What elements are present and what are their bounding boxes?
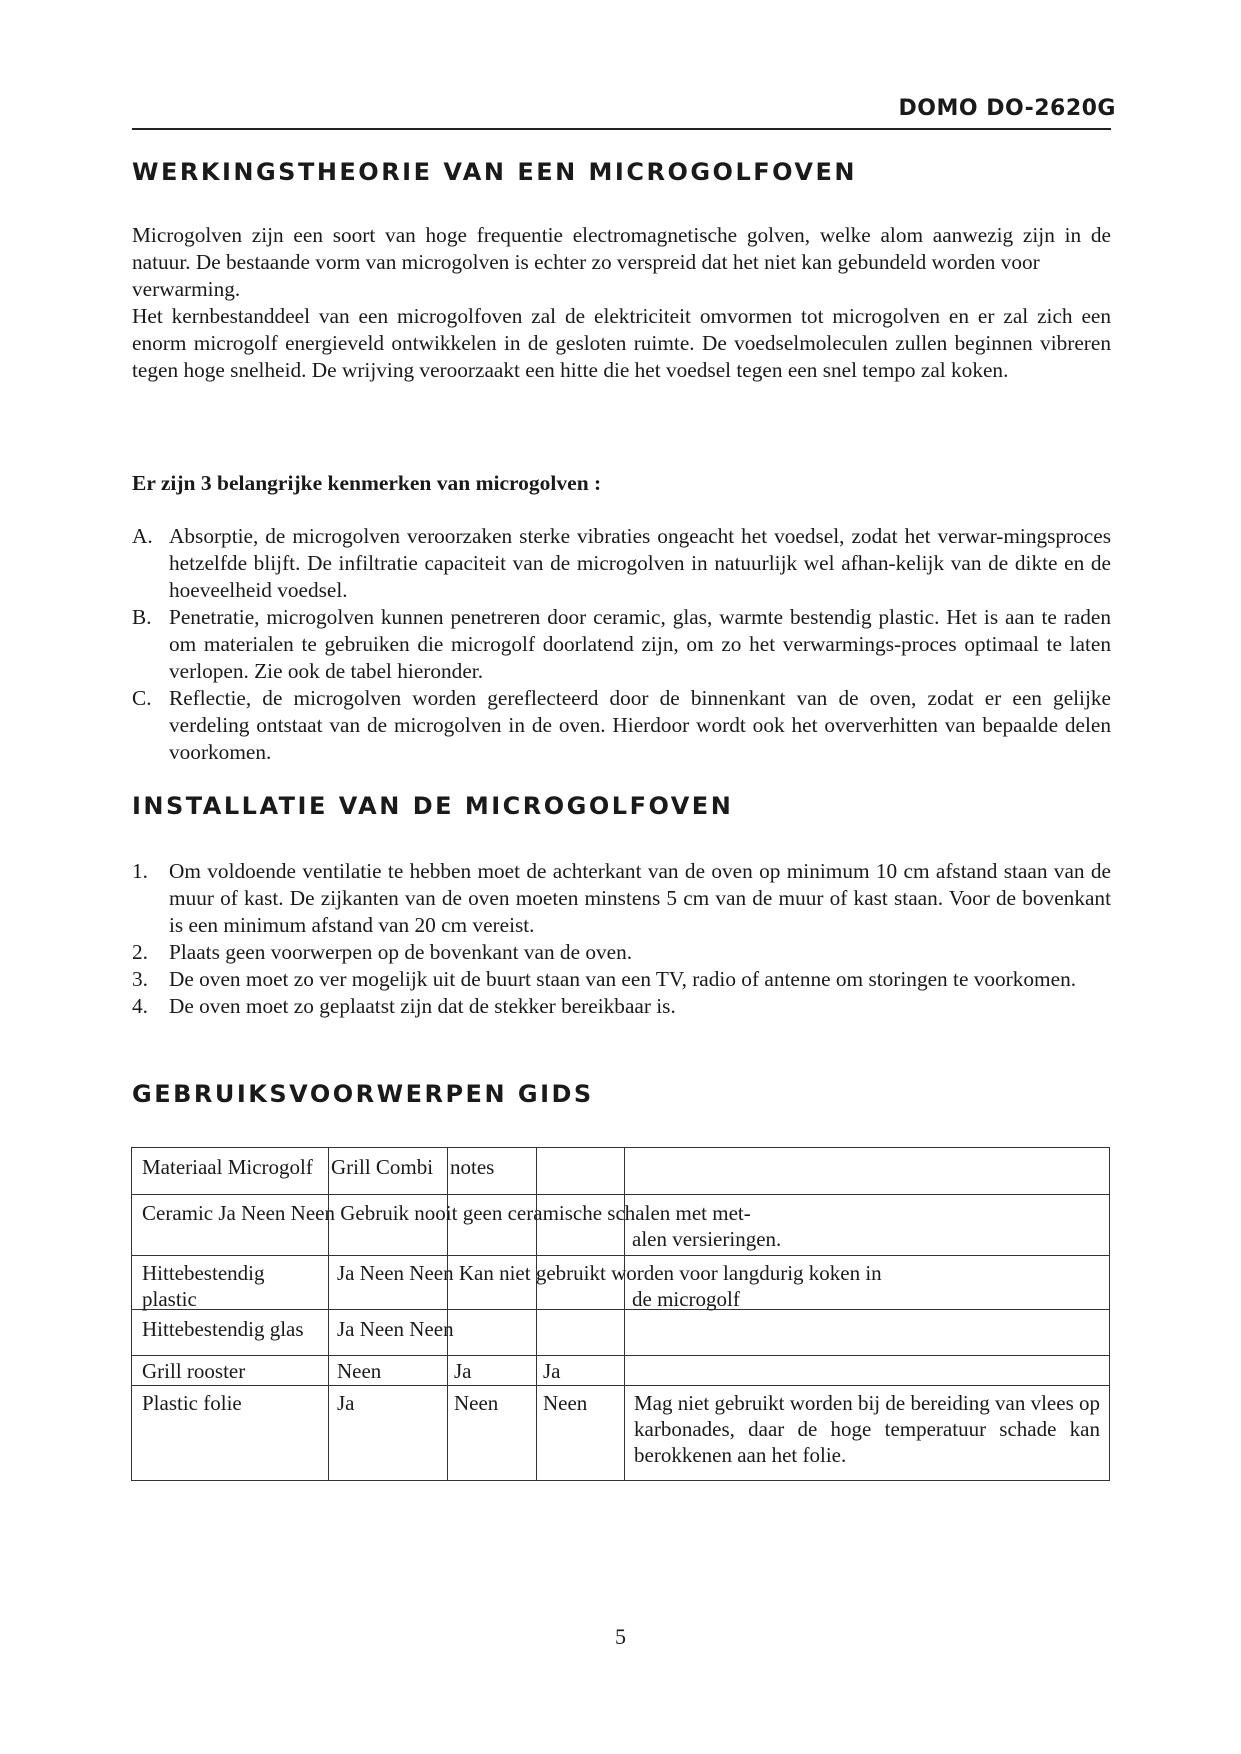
intro-paragraph xyxy=(132,222,1111,384)
table-header-material: Materiaal Microgolf xyxy=(142,1155,313,1179)
list-marker: 2. xyxy=(132,940,148,964)
table-cell-combi: Neen xyxy=(543,1391,588,1415)
table-header-notes: notes xyxy=(450,1155,495,1179)
table-row-divider xyxy=(132,1385,1109,1386)
list-item xyxy=(132,939,1111,966)
list-text: Penetratie, microgolven kunnen penetreren door ceramic, glas, warmte bestendig plastic. Het is aan te raden om materialen te gebruiken die microgolf doorlatend zijn, om zo het verwarmings-proces optimaal te laten verlopen. Zie ook de tabel hieronder. xyxy=(169,605,1111,683)
table-cell-microgolf: Neen xyxy=(337,1359,382,1383)
installation-list xyxy=(132,858,1111,1020)
utensils-table xyxy=(131,1147,1110,1481)
list-text: Plaats geen voorwerpen op de bovenkant van de oven. xyxy=(169,940,633,964)
table-row-glas: Ja Neen Neen xyxy=(337,1317,454,1341)
characteristics-subheading: Er zijn 3 belangrijke kenmerken van microgolven : xyxy=(132,471,602,495)
table-cell-grill: Ja xyxy=(454,1359,472,1383)
model-header: DOMO DO-2620G xyxy=(898,96,1116,121)
table-row-divider xyxy=(132,1255,1109,1256)
table-column-divider xyxy=(536,1148,537,1480)
table-row-plastic: Ja Neen Neen Kan niet gebruikt worden voor langdurig koken in xyxy=(337,1261,882,1285)
table-cell-grill: Neen xyxy=(454,1391,499,1415)
table-cell-material: Grill rooster xyxy=(142,1359,246,1383)
intro-line-2: verwarming. xyxy=(132,277,241,301)
table-row-divider xyxy=(132,1355,1109,1356)
section-title-werkingstheorie: WERKINGSTHEORIE VAN EEN MICROGOLFOVEN xyxy=(132,158,857,186)
list-item xyxy=(132,604,1111,685)
table-column-divider xyxy=(447,1148,448,1480)
table-row-ceramic-cont: alen versieringen. xyxy=(632,1227,782,1251)
intro-line-1: Microgolven zijn een soort van hoge frequentie electromagnetische golven, welke alom aanwezig zijn in de natuur. De bestaande vorm van microgolven is echter zo verspreid dat het niet kan gebundeld worden voor xyxy=(132,223,1111,274)
list-text: Om voldoende ventilatie te hebben moet de achterkant van de oven op minimum 10 cm afstand staan van de muur of kast. De zijkanten van de oven moeten minstens 5 cm van de muur of kast staan. Voor de bovenkant is een minimum afstand van 20 cm vereist. xyxy=(169,859,1111,937)
table-cell-material: Plastic folie xyxy=(142,1391,242,1415)
table-row-ceramic: Ceramic Ja Neen Neen Gebruik nooit geen ceramische schalen met met- xyxy=(142,1201,751,1225)
list-item xyxy=(132,858,1111,939)
list-text: Reflectie, de microgolven worden gereflecteerd door de binnenkant van de oven, zodat er een gelijke verdeling ontstaat van de microgolven in de oven. Hierdoor wordt ook het oververhitten van bepaalde delen voorkomen. xyxy=(169,686,1111,764)
intro-line-3: Het kernbestanddeel van een microgolfoven zal de elektriciteit omvormen tot microgolven en er zal zich een enorm microgolf energieveld ontwikkelen in de gesloten ruimte. De voedselmoleculen zullen beginnen vibreren tegen hoge snelheid. De wrijving veroorzaakt een hitte die het voedsel tegen een snel tempo zal koken. xyxy=(132,304,1111,382)
section-title-installatie: INSTALLATIE VAN DE MICROGOLFOVEN xyxy=(132,792,734,820)
table-cell-notes: Mag niet gebruikt worden bij de bereiding van vlees op karbonades, daar de hoge temperatuur schade kan berokkenen aan het folie. xyxy=(634,1391,1100,1467)
table-row-plastic-cont: de microgolf xyxy=(632,1287,740,1311)
list-marker: 1. xyxy=(132,859,148,883)
table-column-divider xyxy=(624,1148,625,1480)
table-cell-combi: Ja xyxy=(543,1359,561,1383)
list-item xyxy=(132,966,1111,993)
list-marker: 3. xyxy=(132,967,148,991)
table-cell-microgolf: Ja xyxy=(337,1391,355,1415)
table-row-plastic-material: Hittebestendig plastic xyxy=(142,1261,265,1311)
page-number: 5 xyxy=(615,1624,626,1649)
list-item xyxy=(132,523,1111,604)
table-column-divider xyxy=(328,1148,329,1480)
table-row-divider xyxy=(132,1194,1109,1195)
list-text: De oven moet zo geplaatst zijn dat de stekker bereikbaar is. xyxy=(169,994,676,1018)
characteristics-list xyxy=(132,523,1111,766)
section-title-gebruiksvoorwerpen: GEBRUIKSVOORWERPEN GIDS xyxy=(132,1080,594,1108)
list-item xyxy=(132,993,1111,1020)
table-row-glas-material: Hittebestendig glas xyxy=(142,1317,304,1341)
list-marker: C. xyxy=(132,686,152,710)
table-header-grill-combi: Grill Combi xyxy=(331,1155,434,1179)
list-marker: 4. xyxy=(132,994,148,1018)
list-text: Absorptie, de microgolven veroorzaken sterke vibraties ongeacht het voedsel, zodat het verwar-mingsproces hetzelfde blijft. De infiltratie capaciteit van de microgolven in natuurlijk wel afhan-kelijk van de dikte en de hoeveelheid voedsel. xyxy=(169,524,1111,602)
list-item xyxy=(132,685,1111,766)
list-text: De oven moet zo ver mogelijk uit de buurt staan van een TV, radio of antenne om storingen te voorkomen. xyxy=(169,967,1077,991)
header-divider xyxy=(132,128,1111,130)
list-marker: B. xyxy=(132,605,152,629)
list-marker: A. xyxy=(132,524,153,548)
